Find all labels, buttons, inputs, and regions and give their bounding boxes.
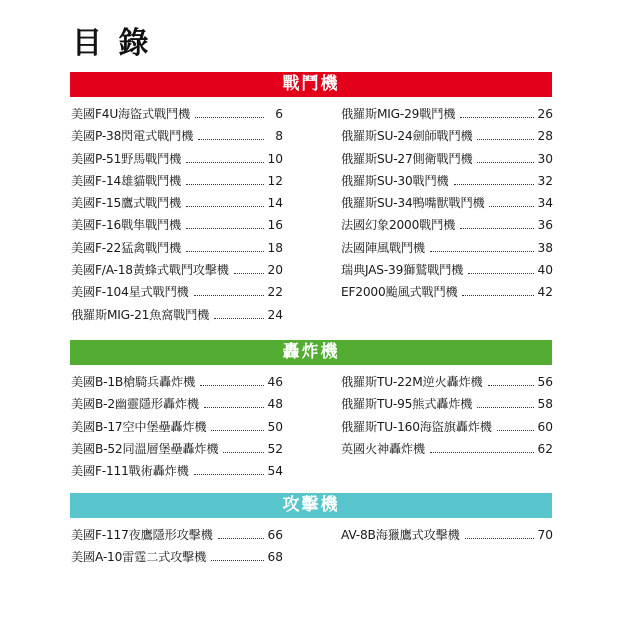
dot-leader — [194, 295, 264, 296]
toc-entry-title: 美國P-38閃電式戰鬥機 — [71, 129, 194, 144]
toc-list-attack-right — [341, 526, 553, 548]
toc-entry-page-number: 14 — [267, 196, 283, 211]
toc-entry[interactable] — [71, 150, 283, 172]
toc-entry-page-number: 12 — [267, 173, 283, 188]
dot-leader — [477, 139, 534, 140]
dot-leader — [186, 228, 264, 229]
toc-entry-title: 美國F-117夜鷹隱形攻擊機 — [71, 528, 213, 542]
toc-entry-page-number: 56 — [537, 375, 553, 389]
toc-entry[interactable] — [341, 239, 553, 261]
toc-entry-page-number: 28 — [537, 129, 553, 144]
toc-entry-page-number: 16 — [267, 218, 283, 233]
toc-entry[interactable] — [341, 373, 553, 395]
toc-entry-title: 法國陣風戰鬥機 — [341, 240, 425, 255]
dot-leader — [489, 206, 534, 207]
toc-entry-title: 俄羅斯SU-30戰鬥機 — [341, 173, 449, 188]
dot-leader — [488, 385, 535, 386]
toc-entry-page-number: 32 — [537, 173, 553, 188]
dot-leader — [204, 407, 264, 408]
toc-entry[interactable] — [71, 526, 283, 548]
toc-entry-page-number: 46 — [267, 375, 283, 389]
dot-leader — [462, 295, 534, 296]
toc-entry-title: 美國F-16戰隼戰鬥機 — [71, 218, 182, 233]
dot-leader — [211, 430, 264, 431]
toc-entry[interactable] — [71, 548, 283, 570]
section-banner-fighters: 戰鬥機 — [70, 72, 552, 97]
dot-leader — [460, 228, 534, 229]
toc-entry[interactable] — [71, 395, 283, 417]
toc-entry[interactable] — [341, 150, 553, 172]
dot-leader — [477, 162, 534, 163]
toc-entry-title: 法國幻象2000戰鬥機 — [341, 218, 456, 233]
dot-leader — [497, 430, 534, 431]
toc-entry-title: 美國F-15鷹式戰鬥機 — [71, 196, 182, 211]
toc-entry[interactable] — [71, 440, 283, 462]
toc-entry-title: 美國F-104星式戰鬥機 — [71, 285, 189, 300]
toc-entry-title: 美國A-10雷霆二式攻擊機 — [71, 550, 207, 565]
toc-list-attack-left — [71, 526, 283, 571]
toc-entry-page-number: 24 — [267, 307, 283, 322]
toc-entry-page-number: 48 — [267, 397, 283, 412]
toc-entry[interactable] — [341, 440, 553, 462]
toc-entry[interactable] — [341, 261, 553, 283]
toc-entry-page-number: 30 — [537, 151, 553, 166]
toc-entry-title: 俄羅斯SU-34鴨嘴獸戰鬥機 — [341, 196, 485, 211]
dot-leader — [200, 385, 264, 386]
toc-entry[interactable] — [71, 306, 283, 328]
toc-entry-page-number: 60 — [537, 419, 553, 434]
toc-list-bombers-left — [71, 373, 283, 484]
toc-entry-title: 美國B-52同溫層堡壘轟炸機 — [71, 441, 219, 456]
toc-entry[interactable] — [71, 462, 283, 484]
toc-list-fighters-right — [341, 105, 553, 306]
page-title: 目 錄 — [72, 26, 152, 61]
toc-entry-title: AV-8B海獵鷹式攻擊機 — [341, 528, 460, 542]
toc-entry[interactable] — [71, 261, 283, 283]
toc-entry[interactable] — [341, 418, 553, 440]
toc-entry-title: 美國B-17空中堡壘轟炸機 — [71, 419, 207, 434]
dot-leader — [430, 452, 534, 453]
dot-leader — [460, 117, 534, 118]
toc-entry[interactable] — [71, 373, 283, 395]
toc-entry-title: 美國P-51野馬戰鬥機 — [71, 151, 182, 166]
toc-entry[interactable] — [71, 216, 283, 238]
toc-entry[interactable] — [71, 172, 283, 194]
toc-entry-page-number: 68 — [267, 550, 283, 565]
dot-leader — [194, 474, 264, 475]
toc-entry[interactable] — [341, 283, 553, 305]
dot-leader — [214, 318, 264, 319]
toc-entry-title: 美國F/A-18黃蜂式戰鬥攻擊機 — [71, 263, 229, 278]
dot-leader — [465, 538, 534, 539]
dot-leader — [430, 251, 534, 252]
toc-list-fighters-left — [71, 105, 283, 328]
toc-entry-page-number: 54 — [267, 464, 283, 479]
dot-leader — [195, 117, 264, 118]
toc-entry-title: 俄羅斯TU-95熊式轟炸機 — [341, 397, 473, 412]
toc-entry-page-number: 66 — [267, 528, 283, 542]
dot-leader — [477, 407, 534, 408]
toc-entry[interactable] — [71, 418, 283, 440]
toc-entry-title: 美國B-2幽靈隱形轟炸機 — [71, 397, 199, 412]
dot-leader — [211, 560, 264, 561]
section-banner-bombers: 轟炸機 — [70, 340, 552, 365]
toc-entry-page-number: 6 — [275, 107, 283, 121]
toc-entry-title: 美國F-111戰術轟炸機 — [71, 464, 189, 479]
toc-entry-page-number: 70 — [537, 528, 553, 542]
dot-leader — [218, 538, 264, 539]
toc-entry[interactable] — [341, 127, 553, 149]
toc-entry[interactable] — [71, 283, 283, 305]
toc-entry-page-number: 26 — [537, 107, 553, 121]
toc-list-bombers-right — [341, 373, 553, 462]
toc-entry[interactable] — [341, 172, 553, 194]
toc-entry[interactable] — [71, 239, 283, 261]
toc-entry-title: 美國F-22猛禽戰鬥機 — [71, 240, 182, 255]
toc-entry-title: 俄羅斯MIG-21魚窩戰鬥機 — [71, 307, 210, 322]
toc-entry[interactable] — [341, 194, 553, 216]
toc-entry-title: 俄羅斯MIG-29戰鬥機 — [341, 107, 456, 121]
dot-leader — [454, 184, 535, 185]
toc-entry-title: 俄羅斯TU-22M逆火轟炸機 — [341, 375, 483, 389]
toc-entry-title: 美國F-14雄貓戰鬥機 — [71, 173, 182, 188]
dot-leader — [223, 452, 264, 453]
toc-entry-page-number: 34 — [537, 196, 553, 211]
dot-leader — [198, 139, 264, 140]
toc-entry-page-number: 58 — [537, 397, 553, 412]
toc-entry[interactable] — [71, 194, 283, 216]
toc-entry[interactable] — [71, 127, 283, 149]
toc-entry-page-number: 38 — [537, 240, 553, 255]
toc-entry-title: 美國F4U海盜式戰鬥機 — [71, 107, 190, 121]
toc-entry-title: 俄羅斯TU-160海盜旗轟炸機 — [341, 419, 492, 434]
toc-entry-title: 美國B-1B槍騎兵轟炸機 — [71, 375, 195, 389]
dot-leader — [234, 273, 264, 274]
toc-entry-page-number: 8 — [275, 129, 283, 144]
dot-leader — [186, 184, 264, 185]
dot-leader — [186, 206, 264, 207]
toc-entry[interactable] — [341, 526, 553, 548]
toc-entry[interactable] — [71, 105, 283, 127]
dot-leader — [186, 162, 264, 163]
toc-entry-page-number: 42 — [537, 285, 553, 300]
toc-entry-title: 瑞典JAS-39獅鷲戰鬥機 — [341, 263, 464, 278]
section-banner-attack: 攻擊機 — [70, 493, 552, 518]
toc-entry-title: 英國火神轟炸機 — [341, 441, 425, 456]
toc-entry[interactable] — [341, 395, 553, 417]
toc-entry-page-number: 50 — [267, 419, 283, 434]
dot-leader — [468, 273, 534, 274]
toc-entry-page-number: 40 — [537, 263, 553, 278]
dot-leader — [186, 251, 264, 252]
toc-entry-page-number: 10 — [267, 151, 283, 166]
toc-entry-page-number: 62 — [537, 441, 553, 456]
toc-entry-page-number: 22 — [267, 285, 283, 300]
toc-entry[interactable] — [341, 216, 553, 238]
toc-entry-page-number: 36 — [537, 218, 553, 233]
toc-entry-title: 俄羅斯SU-24劍師戰鬥機 — [341, 129, 473, 144]
toc-entry-page-number: 52 — [267, 441, 283, 456]
toc-entry-title: EF2000颱風式戰鬥機 — [341, 285, 458, 300]
toc-entry-page-number: 18 — [267, 240, 283, 255]
toc-entry[interactable] — [341, 105, 553, 127]
toc-entry-title: 俄羅斯SU-27側衛戰鬥機 — [341, 151, 473, 166]
toc-entry-page-number: 20 — [267, 263, 283, 278]
